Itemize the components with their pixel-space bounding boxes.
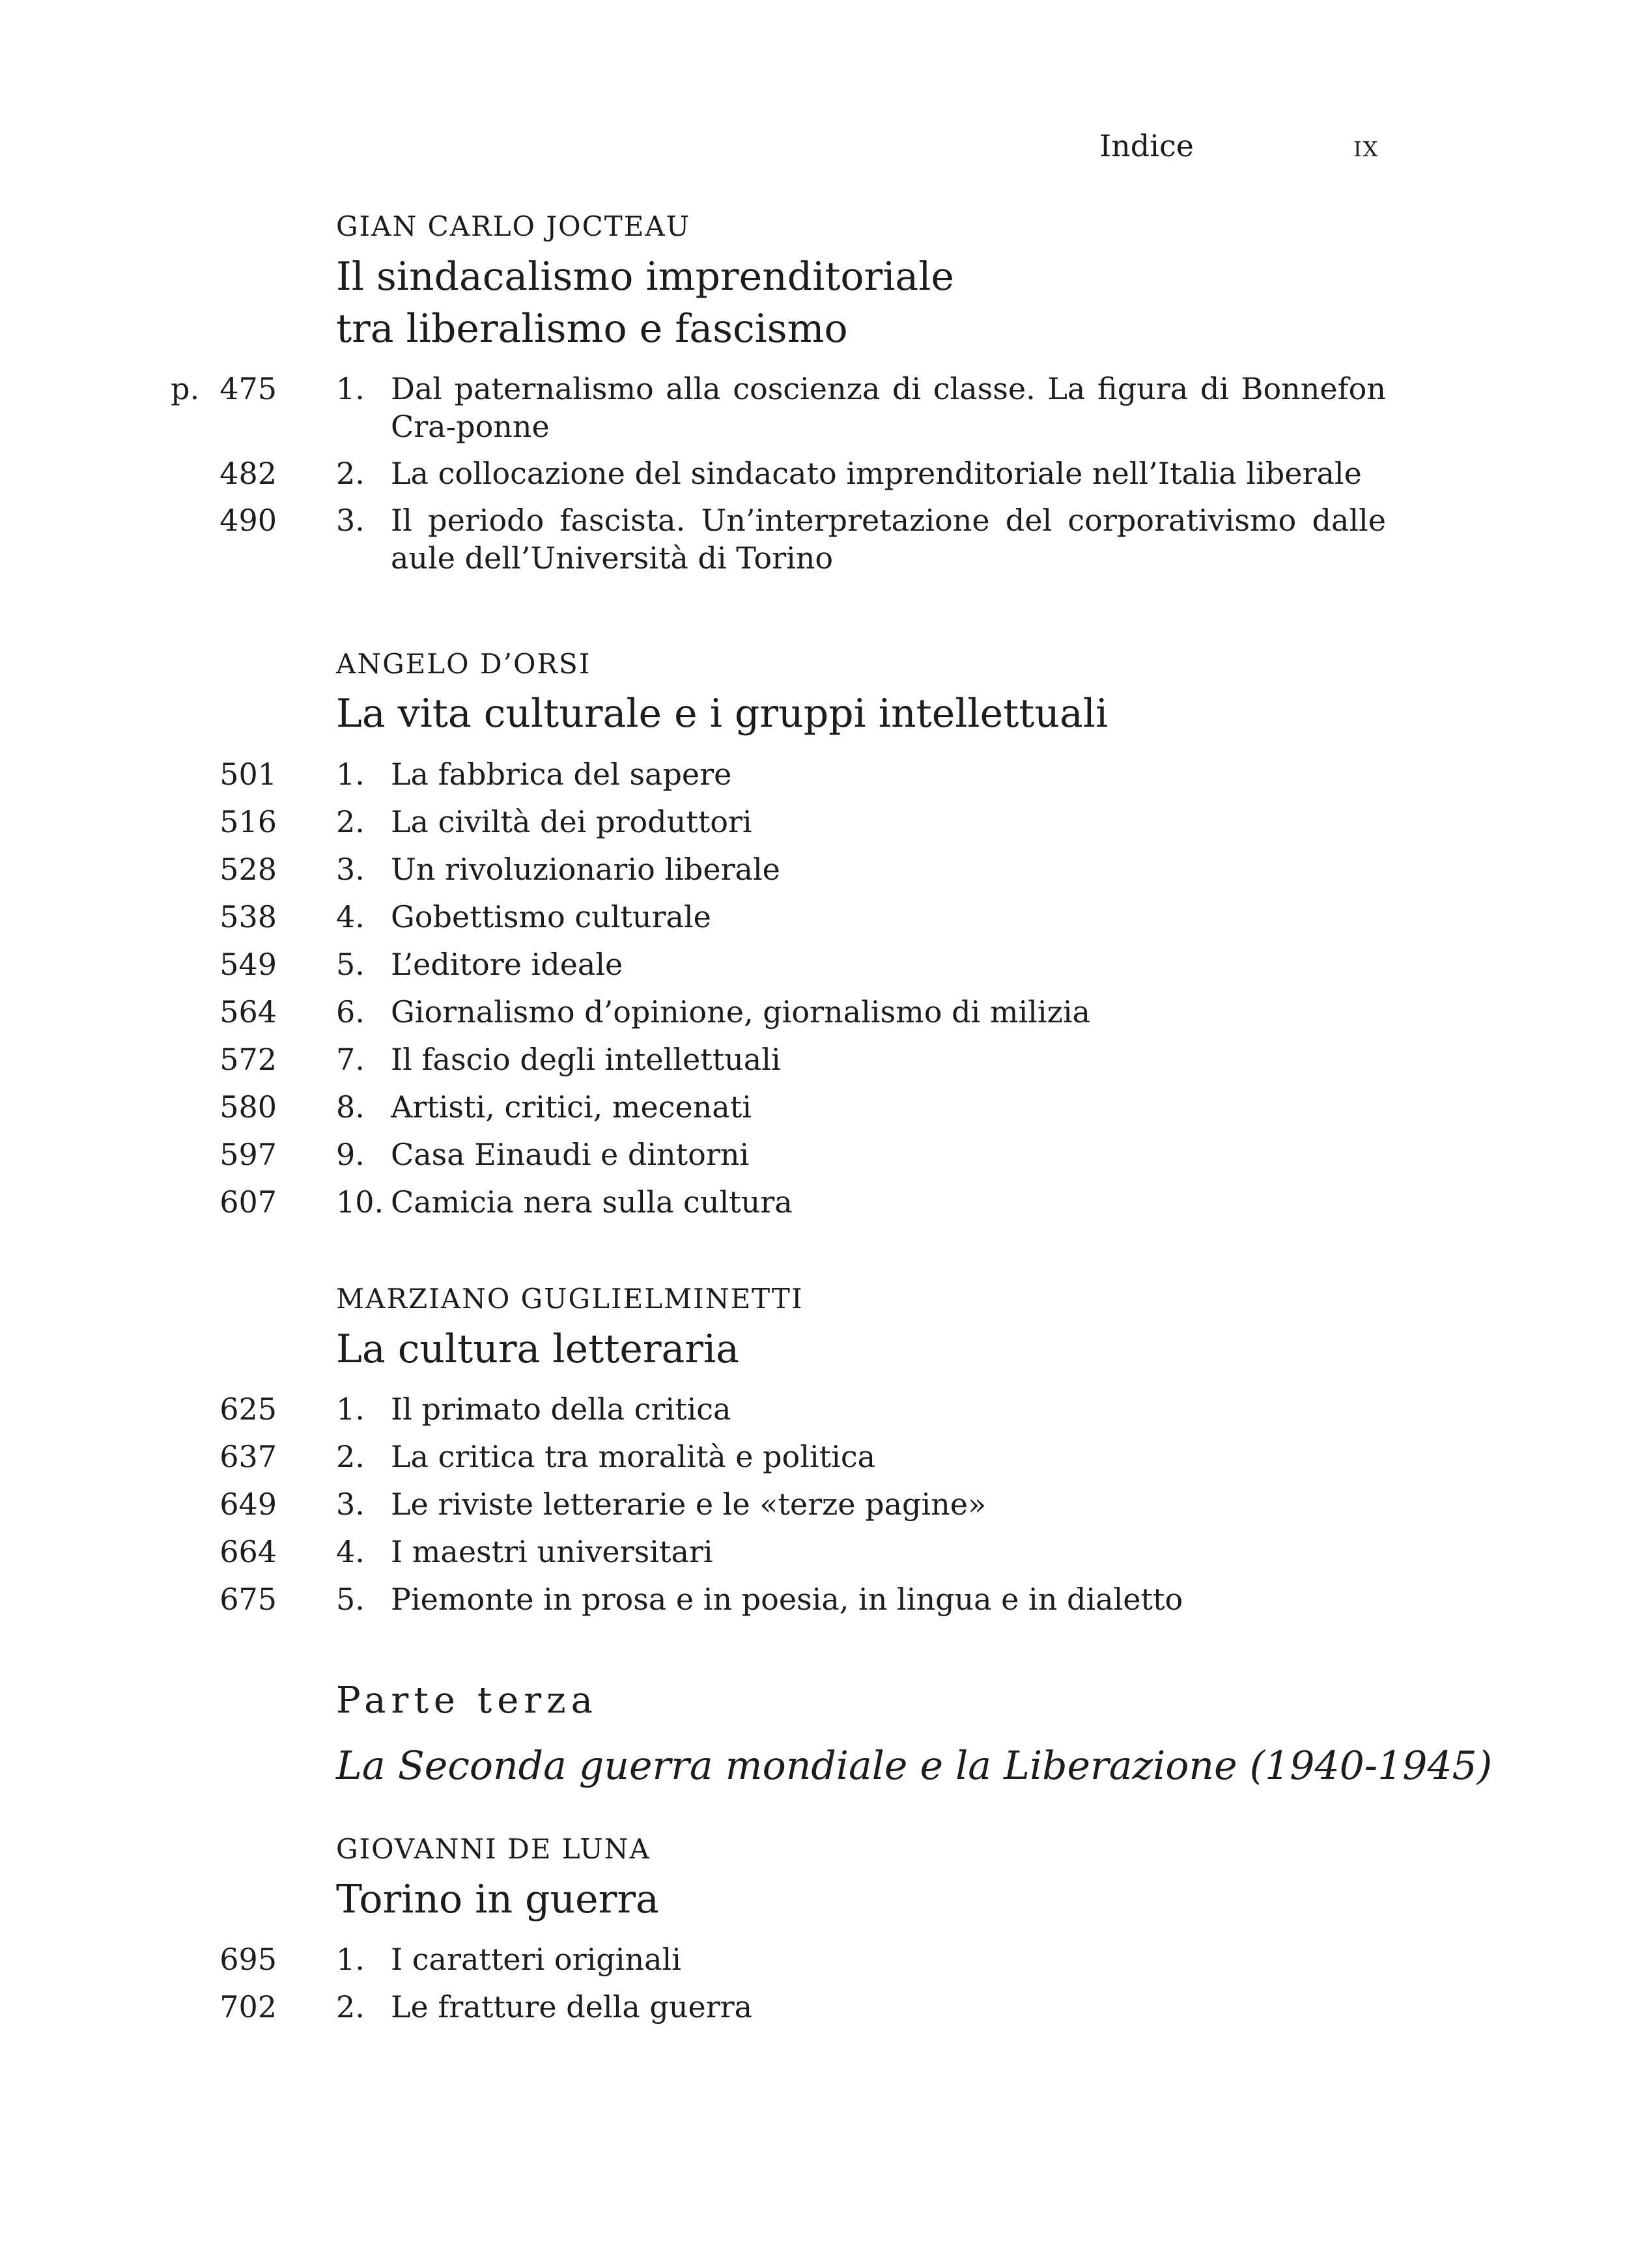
author-name: GIAN CARLO JOCTEAU bbox=[336, 210, 691, 242]
chapter-number: 2. bbox=[336, 1989, 365, 2024]
page-number: 528 bbox=[219, 852, 277, 887]
chapter-number: 2. bbox=[336, 804, 365, 839]
page-number: 501 bbox=[219, 757, 277, 792]
essay-title bbox=[336, 1323, 1391, 1375]
author-name: GIOVANNI DE LUNA bbox=[336, 1833, 651, 1865]
chapter-title: Un rivoluzionario liberale bbox=[391, 852, 780, 887]
page-number: 549 bbox=[219, 947, 277, 982]
page-number: 675 bbox=[219, 1582, 277, 1617]
page-folio: ix bbox=[1353, 128, 1379, 163]
page-number: 482 bbox=[219, 456, 277, 491]
chapter-title: Il periodo fascista. Un’interpretazione del corporativismo dalle aule dell’Università di Torino bbox=[391, 503, 1386, 576]
page-number: 664 bbox=[219, 1534, 277, 1569]
page-number: 580 bbox=[219, 1089, 277, 1125]
chapter-title: Giornalismo d’opinione, giornalismo di milizia bbox=[391, 994, 1090, 1029]
chapter-number: 1. bbox=[336, 757, 365, 792]
chapter-title: Le riviste letterarie e le «terze pagine» bbox=[391, 1487, 987, 1522]
running-head-title: Indice bbox=[1099, 128, 1194, 163]
chapter-title: Le fratture della guerra bbox=[391, 1989, 753, 2024]
chapter-number: 6. bbox=[336, 994, 365, 1029]
chapter-number: 5. bbox=[336, 1582, 365, 1617]
chapter-number: 4. bbox=[336, 1534, 365, 1569]
page-number: 490 bbox=[219, 503, 277, 538]
essay-title-line: La cultura letteraria bbox=[336, 1326, 739, 1372]
chapter-number: 8. bbox=[336, 1089, 365, 1125]
page-number: 564 bbox=[219, 994, 277, 1029]
page-number: 538 bbox=[219, 899, 277, 934]
chapter-title: Camicia nera sulla cultura bbox=[391, 1184, 793, 1220]
essay-title-line: Torino in guerra bbox=[336, 1877, 659, 1922]
page-number: 625 bbox=[219, 1392, 277, 1427]
page-number: 649 bbox=[219, 1487, 277, 1522]
chapter-number: 1. bbox=[336, 1392, 365, 1427]
chapter-number: 10. bbox=[336, 1184, 384, 1220]
chapter-title: La civiltà dei produttori bbox=[391, 804, 752, 839]
chapter-title: Il primato della critica bbox=[391, 1392, 731, 1427]
page-number: 597 bbox=[219, 1137, 277, 1172]
essay-title-line: Il sindacalismo imprenditoriale bbox=[336, 254, 954, 300]
chapter-number: 3. bbox=[336, 1487, 365, 1522]
chapter-title: I caratteri originali bbox=[391, 1942, 681, 1977]
author-name: ANGELO D’ORSI bbox=[336, 648, 591, 680]
chapter-title: Casa Einaudi e dintorni bbox=[391, 1137, 750, 1172]
page-number: 516 bbox=[219, 804, 277, 839]
chapter-number: 1. bbox=[336, 1942, 365, 1977]
page-prefix: p. bbox=[171, 371, 200, 406]
chapter-number: 7. bbox=[336, 1042, 365, 1077]
chapter-title: La critica tra moralità e politica bbox=[391, 1439, 876, 1474]
chapter-title: La fabbrica del sapere bbox=[391, 757, 732, 792]
author-name: MARZIANO GUGLIELMINETTI bbox=[336, 1283, 804, 1315]
essay-title bbox=[336, 1873, 1391, 1925]
part-title: La Seconda guerra mondiale e la Liberazione (1940-1945) bbox=[336, 1743, 1493, 1789]
chapter-number: 1. bbox=[336, 371, 365, 406]
essay-title bbox=[336, 688, 1391, 740]
chapter-title: La collocazione del sindacato imprenditoriale nell’Italia liberale bbox=[391, 456, 1362, 491]
chapter-title: Gobettismo culturale bbox=[391, 899, 711, 934]
chapter-title: Il fascio degli intellettuali bbox=[391, 1042, 781, 1077]
chapter-title: I maestri universitari bbox=[391, 1534, 713, 1569]
essay-title-line: tra liberalismo e fascismo bbox=[336, 306, 848, 352]
chapter-title: Piemonte in prosa e in poesia, in lingua e in dialetto bbox=[391, 1582, 1183, 1617]
page-number: 695 bbox=[219, 1942, 277, 1977]
page-number: 607 bbox=[219, 1184, 277, 1220]
page-number: 637 bbox=[219, 1439, 277, 1474]
part-label: Parte terza bbox=[336, 1679, 599, 1722]
chapter-number: 9. bbox=[336, 1137, 365, 1172]
page-number: 702 bbox=[219, 1989, 277, 2024]
chapter-number: 3. bbox=[336, 503, 365, 538]
essay-title-line: La vita culturale e i gruppi intellettuali bbox=[336, 691, 1109, 736]
essay-title bbox=[336, 251, 1391, 355]
chapter-number: 4. bbox=[336, 899, 365, 934]
page-number: 572 bbox=[219, 1042, 277, 1077]
chapter-title: Artisti, critici, mecenati bbox=[391, 1089, 752, 1125]
chapter-number: 2. bbox=[336, 1439, 365, 1474]
page-number: 475 bbox=[219, 371, 277, 406]
chapter-title: Dal paternalismo alla coscienza di classe. La figura di Bonnefon Cra-ponne bbox=[391, 371, 1386, 444]
chapter-title: L’editore ideale bbox=[391, 947, 623, 982]
chapter-number: 5. bbox=[336, 947, 365, 982]
chapter-number: 2. bbox=[336, 456, 365, 491]
chapter-number: 3. bbox=[336, 852, 365, 887]
